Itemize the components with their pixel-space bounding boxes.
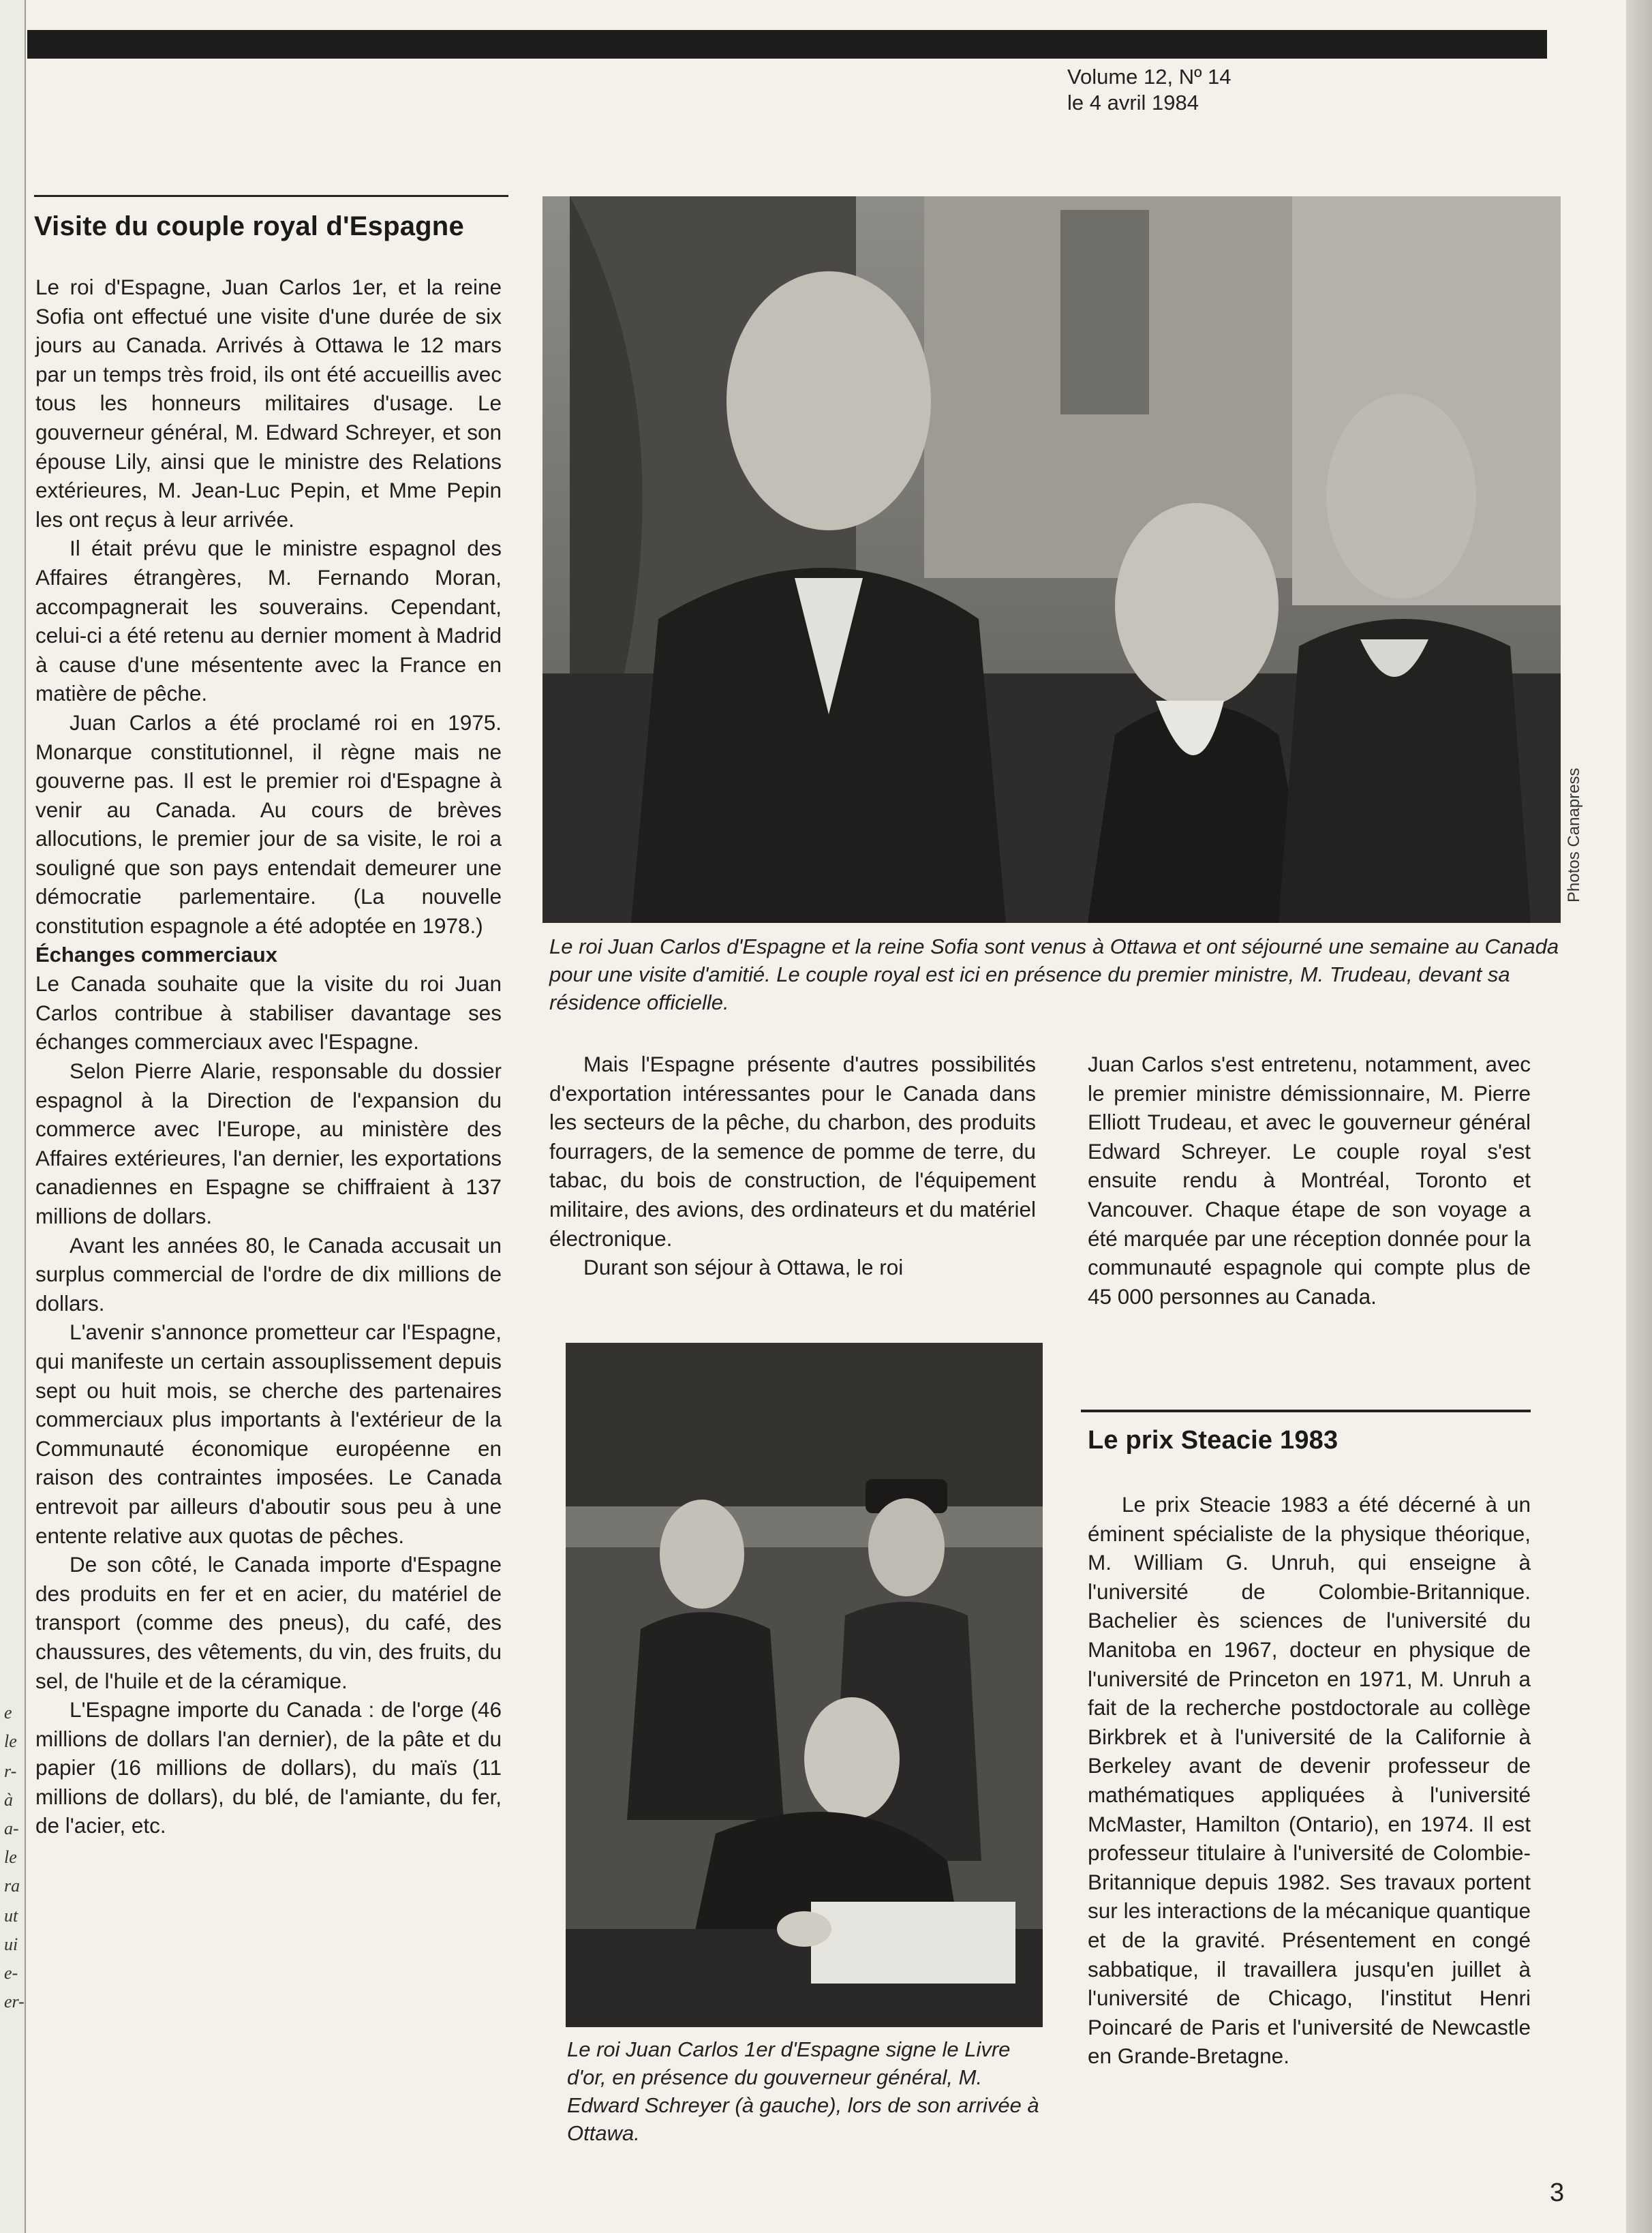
margin-fragment: ra	[4, 1876, 20, 1896]
photo-royal-couple	[542, 196, 1561, 923]
subheading: Échanges commerciaux	[35, 942, 277, 967]
margin-fragment: er-	[4, 1992, 25, 2011]
volume-number: Volume 12, Nº 14	[1067, 65, 1232, 89]
margin-fragment: le	[4, 1731, 17, 1751]
article-column-middle	[549, 1050, 1036, 1282]
article-column-left	[35, 273, 502, 1840]
article-column-right	[1088, 1050, 1531, 1311]
margin-fragment: à	[4, 1790, 13, 1810]
paragraph: Avant les années 80, le Canada accusait un surplus commercial de l'ordre de dix millions de dollars.	[35, 1232, 502, 1316]
photo-king-signing	[566, 1343, 1043, 2027]
issue-date: le 4 avril 1984	[1067, 91, 1199, 115]
paragraph: Selon Pierre Alarie, responsable du dossier espagnol à la Direction de l'expansion du commerce avec l'Europe, au ministère des Affaires extérieures, l'an dernier, les exportations canadiennes en Espagne se chiffraient à 137 millions de dollars.	[35, 1059, 502, 1228]
margin-fragment: a-	[4, 1819, 19, 1838]
article-column-steacie	[1088, 1490, 1531, 2071]
page-number: 3	[1550, 2178, 1565, 2207]
article-headline-steacie: Le prix Steacie 1983	[1088, 1426, 1339, 1455]
photo-caption-bottom: Le roi Juan Carlos 1er d'Espagne signe le Livre d'or, en présence du gouverneur général, M. Edward Schreyer (à gauche), lors de son arrivée à Ottawa.	[567, 2037, 1039, 2145]
paragraph: Juan Carlos s'est entretenu, notamment, avec le premier ministre démissionnaire, M. Pierre Elliott Trudeau, et avec le gouverneur général Edward Schreyer. Le couple royal s'est ensuite rendu à Montréal, Toronto et Vancouver. Chaque étape de son voyage a été marquée par une réception donnée pour la communauté espagnole qui compte plus de 45 000 personnes au Canada.	[1088, 1052, 1531, 1309]
margin-fragment: r-	[4, 1761, 17, 1781]
section-rule	[1081, 1410, 1531, 1412]
margin-fragment: e-	[4, 1963, 18, 1983]
paragraph: Juan Carlos a été proclamé roi en 1975. Monarque constitutionnel, il règne mais ne gouverne pas. Il est le premier roi d'Espagne à venir au Canada. Au cours de brèves allocutions, le premier jour de sa visite, le roi a souligné que son pays entendait demeurer une démocratie parlementaire. (La nouvelle constitution espagnole a été adoptée en 1978.)	[35, 710, 502, 939]
adjacent-page-edge	[0, 0, 26, 2233]
paragraph: Durant son séjour à Ottawa, le roi	[583, 1255, 904, 1280]
header-rule-bar	[27, 30, 1547, 59]
photo-royal-couple-image	[542, 196, 1561, 923]
paragraph: Il était prévu que le ministre espagnol des Affaires étrangères, M. Fernando Moran, accompagnerait les souverains. Cependant, celui-ci a été retenu au dernier moment à Madrid à cause d'une mésentente avec la France en matière de pêche.	[35, 536, 502, 706]
photo-caption-top: Le roi Juan Carlos d'Espagne et la reine Sofia sont venus à Ottawa et ont séjourné une semaine au Canada pour une visite d'amitié. Le couple royal est ici en présence du premier ministre, M. Trudeau, devant sa résidence officielle.	[549, 935, 1559, 1014]
photo-credit: Photos Canapress	[1565, 768, 1583, 902]
paragraph: L'avenir s'annonce prometteur car l'Espagne, qui manifeste un certain assouplissement depuis sept ou huit mois, se cherche des partenaires commerciaux plus importants à l'extérieur de la Communauté économique européenne en raison des contraintes imposées. Le Canada entrevoit par ailleurs d'aboutir sous peu à une entente relative aux quotas de pêches.	[35, 1320, 502, 1548]
paragraph: Le Canada souhaite que la visite du roi Juan Carlos contribue à stabiliser davantage ses échanges commerciaux avec l'Espagne.	[35, 971, 502, 1054]
paragraph: L'Espagne importe du Canada : de l'orge (46 millions de dollars l'an dernier), de la pâte et du papier (16 millions de dollars), du maïs (11 millions de dollars), du blé, de l'amiante, du fer, de l'acier, etc.	[35, 1697, 502, 1838]
margin-fragment: ut	[4, 1906, 18, 1926]
masthead	[1067, 64, 1232, 116]
paragraph: Mais l'Espagne présente d'autres possibilités d'exportation intéressantes pour le Canada dans les secteurs de la pêche, du charbon, des produits fourragers, de la semence de pomme de terre, du tabac, du bois de construction, de l'équipement militaire, des avions, des ordinateurs et du matériel électronique.	[549, 1052, 1036, 1251]
paragraph: De son côté, le Canada importe d'Espagne des produits en fer et en acier, du matériel de transport (comme des pneus), du café, des chaussures, des vêtements, du vin, des fruits, du sel, de l'huile et de la céramique.	[35, 1552, 502, 1693]
section-rule	[34, 195, 508, 197]
paragraph: Le prix Steacie 1983 a été décerné à un éminent spécialiste de la physique théorique, M. William G. Unruh, qui enseigne à l'université de Colombie-Britannique. Bachelier ès sciences de l'université du Manitoba en 1967, docteur en physique de l'université de Princeton en 1971, M. Unruh a fait de la recherche postdoctorale au collège Birkbrek et à l'université de la Californie à Berkeley avant de devenir professeur de mathématiques appliquées à l'université McMaster, Hamilton (Ontario), en 1974. Il est professeur titulaire à l'université de Colombie-Britannique depuis 1982. Ses travaux portent sur les interactions de la mécanique quantique et de la gravité. Présentement en congé sabbatique, il travaillera jusqu'en juillet à l'université de Chicago, l'institut Henri Poincaré de Paris et l'université de Newcastle en Grande-Bretagne.	[1088, 1492, 1531, 2069]
margin-fragment: ui	[4, 1934, 18, 1954]
page-binding-edge	[1626, 0, 1652, 2233]
margin-fragment: le	[4, 1847, 17, 1867]
photo-king-signing-image	[566, 1343, 1043, 2027]
paragraph: Le roi d'Espagne, Juan Carlos 1er, et la reine Sofia ont effectué une visite d'une durée de six jours au Canada. Arrivés à Ottawa le 12 mars par un temps très froid, ils ont été accueillis avec tous les honneurs militaires d'usage. Le gouverneur général, M. Edward Schreyer, et son épouse Lily, ainsi que le ministre des Relations extérieures, M. Jean-Luc Pepin, et Mme Pepin les ont reçus à leur arrivée.	[35, 275, 502, 532]
margin-fragment: e	[4, 1703, 12, 1722]
article-headline: Visite du couple royal d'Espagne	[34, 211, 464, 241]
